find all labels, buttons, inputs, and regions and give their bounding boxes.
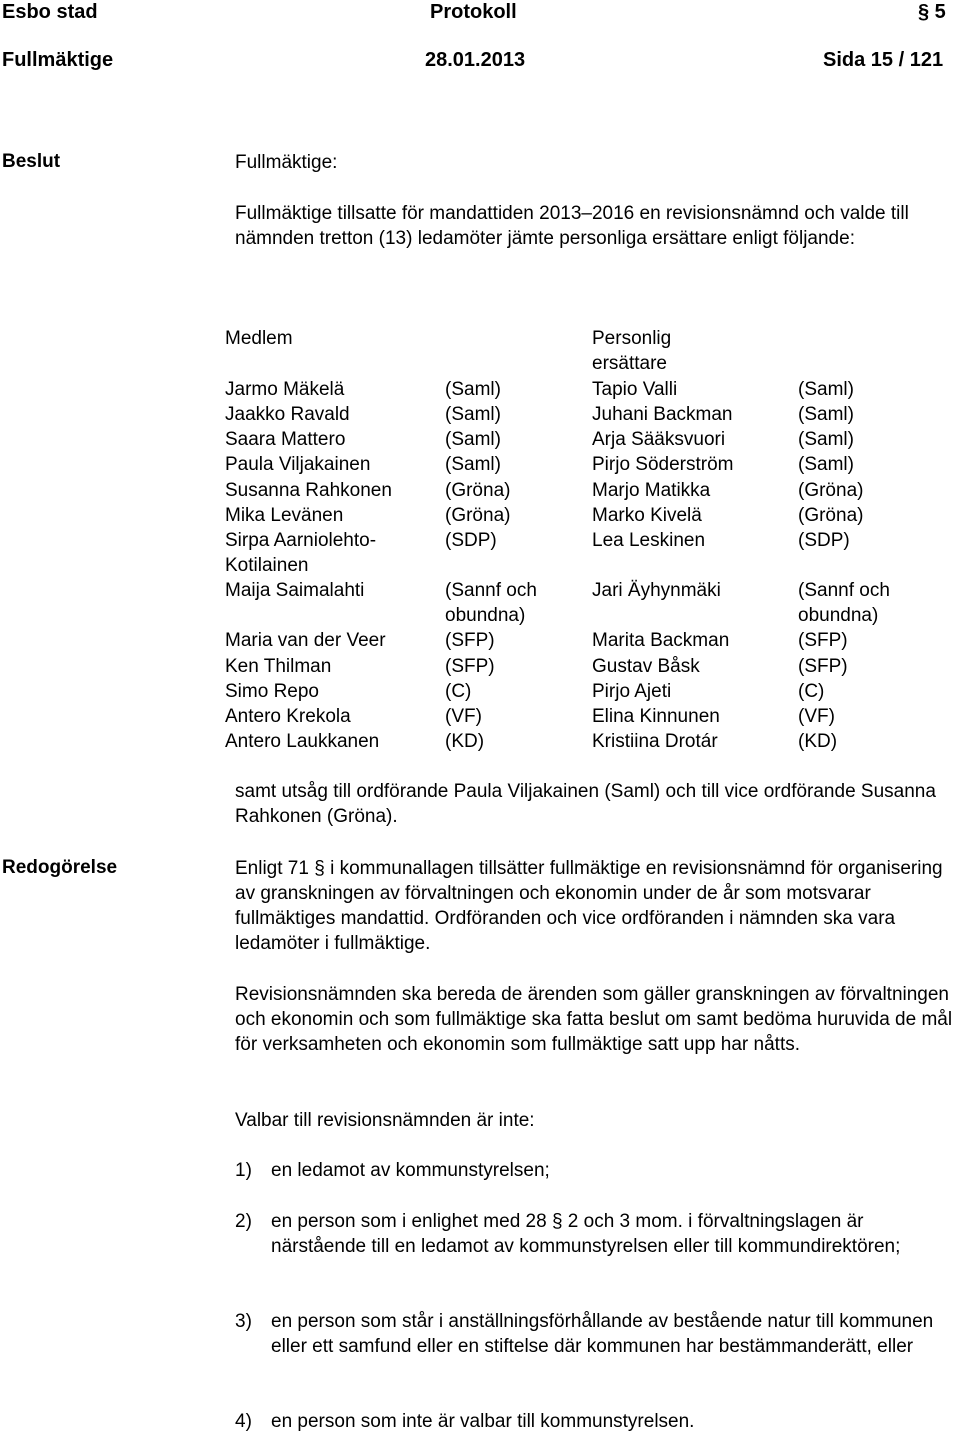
member-name: Jarmo Mäkelä [225,379,345,400]
member-name: Susanna Rahkonen [225,480,392,501]
substitute-name: Marko Kivelä [592,505,702,526]
beslut-label: Beslut [2,151,61,172]
member-party: (KD) [445,731,485,752]
member-party: (Saml) [445,379,501,400]
substitute-party: (C) [798,681,825,702]
member-party: (Gröna) [445,505,511,526]
table-header-substitute: Personlig ersättare [592,328,672,374]
member-party: (SFP) [445,656,495,677]
substitute-name: Kristiina Drotár [592,731,718,752]
list-item-text: en person som står i anställningsförhållande av bestående natur till kommunen eller ett samfund eller en stiftelse där kommunen har bestämmanderätt, eller [271,1311,934,1357]
substitute-name: Elina Kinnunen [592,706,720,727]
member-name: Jaakko Ravald [225,404,350,425]
substitute-party: (Saml) [798,454,854,475]
member-party: (Sannf och obundna) [445,580,537,626]
redogorelse-label: Redogörelse [2,857,118,878]
substitute-name: Lea Leskinen [592,530,706,551]
substitute-party: (Gröna) [798,505,864,526]
substitute-name: Marita Backman [592,630,730,651]
substitute-party: (Gröna) [798,480,864,501]
substitute-party: (Saml) [798,404,854,425]
org-name: Esbo stad [2,1,98,23]
page-number: Sida 15 / 121 [823,49,944,71]
beslut-intro: Fullmäktige: [235,152,338,173]
list-item-number: 1) [235,1160,252,1181]
list-item-text: en ledamot av kommunstyrelsen; [271,1160,550,1181]
list-item-text: en person som inte är valbar till kommunstyrelsen. [271,1411,695,1432]
substitute-party: (SFP) [798,656,848,677]
meeting-date: 28.01.2013 [425,49,526,71]
member-name: Simo Repo [225,681,319,702]
substitute-name: Pirjo Söderström [592,454,734,475]
substitute-party: (Saml) [798,429,854,450]
member-name: Maria van der Veer [225,630,386,651]
redogorelse-p1: Enligt 71 § i kommunallagen tillsätter fullmäktige en revisionsnämnd för organisering av granskningen av förvaltningen och ekonomin under de år som motsvarar fullmäktiges mandattid. Ordföranden och vice ordföranden i nämnden ska vara ledamöter i fullmäktige. [235,858,943,954]
substitute-name: Juhani Backman [592,404,733,425]
redogorelse-p3: Valbar till revisionsnämnden är inte: [235,1110,535,1131]
member-party: (SDP) [445,530,497,551]
substitute-party: (VF) [798,706,835,727]
substitute-name: Jari Äyhynmäki [592,580,721,601]
member-name: Antero Laukkanen [225,731,380,752]
redogorelse-p2: Revisionsnämnden ska bereda de ärenden som gäller granskningen av förvaltningen och ekonomin och som fullmäktige ska fatta beslut om samt bedöma huruvida de mål för verksamheten och ekonomin som fullmäktige satt upp har nåtts. [235,984,953,1055]
list-item-number: 3) [235,1311,252,1332]
section-number: § 5 [918,1,946,23]
doc-type: Protokoll [430,1,517,23]
member-party: (C) [445,681,472,702]
substitute-party: (KD) [798,731,838,752]
substitute-name: Gustav Båsk [592,656,700,677]
member-party: (Saml) [445,454,501,475]
beslut-text: Fullmäktige tillsatte för mandattiden 2013–2016 en revisionsnämnd och valde till nämnden tretton (13) ledamöter jämte personliga ersättare enligt följande: [235,203,909,249]
member-name: Ken Thilman [225,656,332,677]
substitute-name: Marjo Matikka [592,480,711,501]
substitute-party: (Sannf och obundna) [798,580,890,626]
member-party: (Saml) [445,404,501,425]
substitute-party: (SFP) [798,630,848,651]
body-name: Fullmäktige [2,49,114,71]
member-party: (Saml) [445,429,501,450]
member-party: (SFP) [445,630,495,651]
member-name: Paula Viljakainen [225,454,371,475]
table-header-member: Medlem [225,328,293,349]
substitute-name: Pirjo Ajeti [592,681,672,702]
list-item-text: en person som i enlighet med 28 § 2 och 3 mom. i förvaltningslagen är närstående till en ledamot av kommunstyrelsen eller till kommundirektören; [271,1211,901,1257]
list-item-number: 2) [235,1211,252,1232]
member-party: (VF) [445,706,482,727]
substitute-party: (Saml) [798,379,854,400]
substitute-name: Tapio Valli [592,379,678,400]
member-name: Maija Saimalahti [225,580,365,601]
member-name: Sirpa Aarniolehto-Kotilainen [225,530,377,576]
member-name: Saara Mattero [225,429,346,450]
member-party: (Gröna) [445,480,511,501]
samt-text: samt utsåg till ordförande Paula Viljakainen (Saml) och till vice ordförande Susanna Rahkonen (Gröna). [235,781,936,827]
member-name: Mika Levänen [225,505,344,526]
substitute-name: Arja Sääksvuori [592,429,726,450]
member-name: Antero Krekola [225,706,351,727]
list-item-number: 4) [235,1411,252,1432]
substitute-party: (SDP) [798,530,850,551]
